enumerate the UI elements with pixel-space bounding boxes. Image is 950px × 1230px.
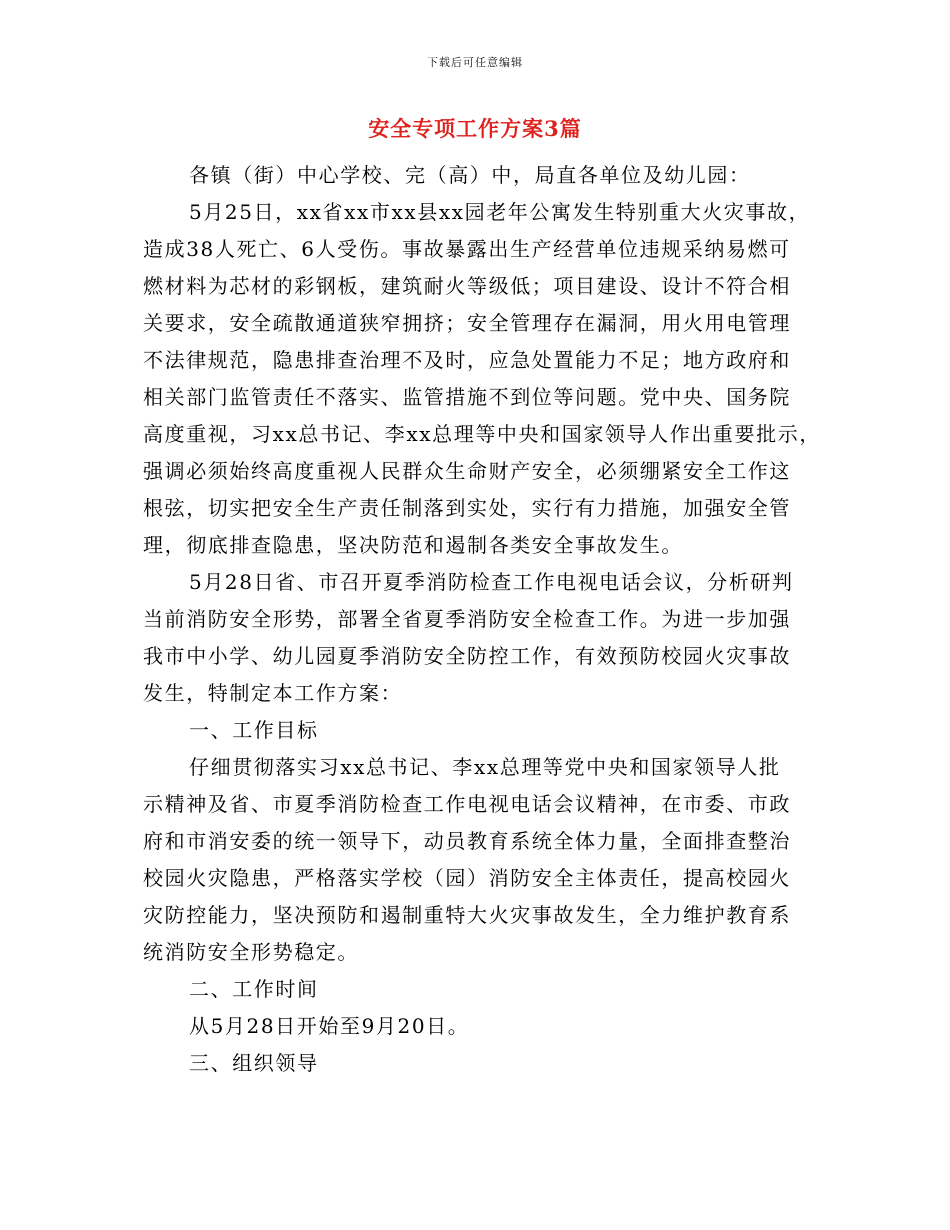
body-line: 燃材料为芯材的彩钢板，建筑耐火等级低；项目建设、设计不符合相	[143, 274, 791, 298]
body-line: 灾防控能力，坚决预防和遏制重特大火灾事故发生，全力维护教育系	[143, 903, 791, 927]
body-line: 统消防安全形势稳定。	[143, 940, 359, 964]
body-line: 相关部门监管责任不落实、监管措施不到位等问题。党中央、国务院	[143, 385, 791, 409]
section-heading: 二、工作时间	[189, 977, 319, 1001]
body-line: 当前消防安全形势，部署全省夏季消防安全检查工作。为进一步加强	[143, 607, 791, 631]
body-line: 仔细贯彻落实习xx总书记、李xx总理等党中央和国家领导人批	[189, 755, 781, 779]
page-header-note: 下载后可任意编辑	[427, 56, 523, 69]
body-line: 各镇（街）中心学校、完（高）中，局直各单位及幼儿园：	[189, 163, 751, 187]
body-line: 不法律规范，隐患排查治理不及时，应急处置能力不足；地方政府和	[143, 348, 791, 372]
body-line: 示精神及省、市夏季消防检查工作电视电话会议精神，在市委、市政	[143, 792, 791, 816]
body-line: 5月28日省、市召开夏季消防检查工作电视电话会议，分析研判	[189, 570, 794, 594]
section-heading: 三、组织领导	[189, 1051, 319, 1075]
body-line: 关要求，安全疏散通道狭窄拥挤；安全管理存在漏洞，用火用电管理	[143, 311, 791, 335]
body-line: 从5月28日开始至9月20日。	[189, 1014, 470, 1038]
body-line: 高度重视，习xx总书记、李xx总理等中央和国家领导人作出重要批示，	[143, 422, 821, 446]
document-body	[143, 157, 823, 1082]
body-line: 校园火灾隐患，严格落实学校（园）消防安全主体责任，提高校园火	[143, 866, 791, 890]
body-line: 我市中小学、幼儿园夏季消防安全防控工作，有效预防校园火灾事故	[143, 644, 791, 668]
body-line: 发生，特制定本工作方案：	[143, 681, 403, 705]
body-line: 根弦，切实把安全生产责任制落到实处，实行有力措施，加强安全管	[143, 496, 791, 520]
body-line: 强调必须始终高度重视人民群众生命财产安全，必须绷紧安全工作这	[143, 459, 791, 483]
body-line: 府和市消安委的统一领导下，动员教育系统全体力量，全面排查整治	[143, 829, 791, 853]
document-title: 安全专项工作方案3篇	[368, 116, 582, 141]
body-line: 5月25日，xx省xx市xx县xx园老年公寓发生特别重大火灾事故，	[189, 200, 811, 224]
section-heading: 一、工作目标	[189, 718, 319, 742]
body-line: 造成38人死亡、6人受伤。事故暴露出生产经营单位违规采纳易燃可	[143, 237, 791, 261]
body-line: 理，彻底排查隐患，坚决防范和遏制各类安全事故发生。	[143, 533, 683, 557]
